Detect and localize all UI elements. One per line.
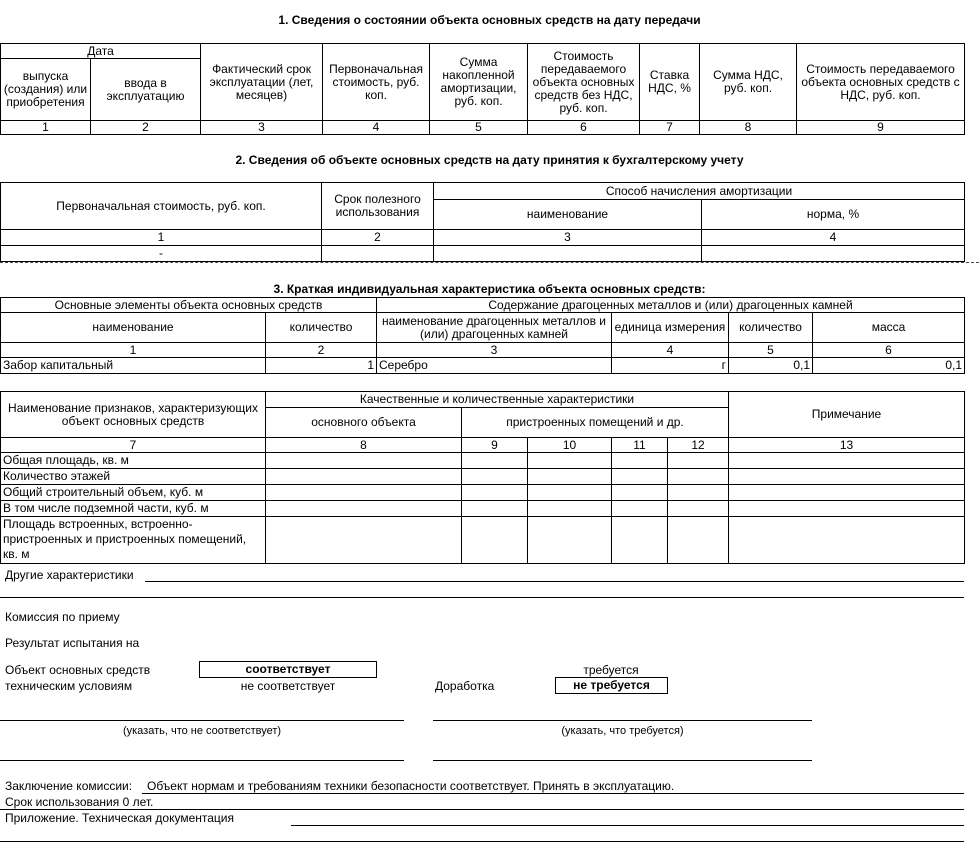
element-quantity-value: 1	[266, 358, 377, 374]
rework-label: Доработка	[435, 679, 495, 693]
date-header: Дата	[1, 44, 201, 59]
col-number: 1	[1, 230, 322, 246]
main-object-header: основного объекта	[266, 408, 462, 438]
feature-row-label: Общая площадь, кв. м	[1, 453, 266, 469]
col-number: 13	[729, 438, 965, 453]
col-number: 8	[266, 438, 462, 453]
qty-header: количество	[729, 313, 813, 343]
col-number: 3	[201, 121, 323, 135]
method-name-header: наименование	[434, 200, 702, 230]
col-number: 2	[322, 230, 434, 246]
col-number: 9	[797, 121, 965, 135]
col-number: 10	[528, 438, 612, 453]
depreciation-header: Сумма накопленной амортизации, руб. коп.	[430, 44, 528, 121]
col-number: 6	[528, 121, 640, 135]
feature-row-label: Площадь встроенных, встроенно-пристроенных и пристроенных помещений, кв. м	[1, 517, 266, 564]
other-characteristics-label: Другие характеристики	[5, 568, 134, 582]
attachment-label: Приложение. Техническая документация	[5, 811, 234, 825]
section3-table	[0, 297, 965, 374]
initial-cost-header: Первоначальная стоимость, руб. коп.	[1, 183, 322, 230]
mass-value: 0,1	[813, 358, 965, 374]
col-number: 5	[729, 343, 813, 358]
unit-header: единица измерения	[612, 313, 729, 343]
cost-with-vat-header: Стоимость передаваемого объекта основных средств с НДС, руб. коп.	[797, 44, 965, 121]
not-required-option[interactable]: не требуется	[555, 677, 668, 694]
complies-option[interactable]: соответствует	[199, 661, 377, 678]
feature-row-label: В том числе подземной части, куб. м	[1, 501, 266, 517]
required-option[interactable]: требуется	[583, 663, 639, 677]
features-header: Наименование признаков, характеризующих объект основных средств	[1, 392, 266, 438]
usage-term-line	[0, 809, 964, 810]
element-name-header: наименование	[1, 313, 266, 343]
initial-cost-value: -	[1, 246, 322, 262]
col-number: 1	[1, 343, 266, 358]
method-norm-value	[702, 246, 965, 262]
main-elements-header: Основные элементы объекта основных средств	[1, 298, 377, 313]
vat-rate-header: Ставка НДС, %	[640, 44, 700, 121]
required-line	[433, 720, 812, 721]
col-number: 4	[612, 343, 729, 358]
tech-conditions-label: техническим условиям	[5, 679, 133, 693]
col-number: 7	[1, 438, 266, 453]
col-number: 9	[462, 438, 528, 453]
commission-date-header: ввода в эксплуатацию	[91, 59, 201, 121]
useful-life-value	[322, 246, 434, 262]
page-break-line	[0, 262, 979, 263]
col-number: 7	[640, 121, 700, 135]
conclusion-label: Заключение комиссии:	[5, 779, 133, 793]
feature-row-label: Общий строительный объем, куб. м	[1, 485, 266, 501]
initial-cost-header: Первоначальная стоимость, руб. коп.	[323, 44, 430, 121]
other-characteristics-line	[145, 581, 964, 582]
section3-title: 3. Краткая индивидуальная характеристика объекта основных средств:	[273, 282, 706, 296]
method-norm-header: норма, %	[702, 200, 965, 230]
useful-life-header: Срок полезного использования	[322, 183, 434, 230]
col-number: 5	[430, 121, 528, 135]
required-line-2	[433, 760, 812, 761]
element-name-value: Забор капитальный	[1, 358, 266, 374]
col-number: 2	[266, 343, 377, 358]
not-complies-hint: (указать, что не соответствует)	[122, 725, 282, 737]
section1-table	[0, 43, 965, 135]
conclusion-text: Объект нормам и требованиям техники безопасности соответствует. Принять в эксплуатацию.	[147, 779, 675, 793]
metal-name-header: наименование драгоценных металлов и (или) драгоценных камней	[377, 313, 612, 343]
attachment-line	[291, 825, 964, 826]
col-number: 4	[702, 230, 965, 246]
col-number: 6	[813, 343, 965, 358]
not-complies-line-2	[0, 760, 404, 761]
object-label: Объект основных средств	[5, 663, 151, 677]
actual-term-header: Фактический срок эксплуатации (лет, месяцев)	[201, 44, 323, 121]
test-result-label: Результат испытания на	[5, 636, 140, 650]
col-number: 11	[612, 438, 668, 453]
not-complies-option[interactable]: не соответствует	[240, 679, 336, 693]
col-number: 12	[668, 438, 729, 453]
conclusion-line	[142, 793, 964, 794]
precious-header: Содержание драгоценных металлов и (или) драгоценных камней	[377, 298, 965, 313]
unit-value: г	[612, 358, 729, 374]
element-quantity-header: количество	[266, 313, 377, 343]
col-number: 8	[700, 121, 797, 135]
section2-table	[0, 182, 965, 262]
method-header: Способ начисления амортизации	[434, 183, 965, 200]
quality-header: Качественные и количественные характеристики	[266, 392, 729, 408]
method-name-value	[434, 246, 702, 262]
not-complies-line	[0, 720, 404, 721]
section2-title: 2. Сведения об объекте основных средств на дату принятия к бухгалтерскому учету	[235, 153, 744, 167]
note-header: Примечание	[729, 392, 965, 438]
characteristics-table	[0, 391, 965, 564]
col-number: 4	[323, 121, 430, 135]
qty-value: 0,1	[729, 358, 813, 374]
annexes-header: пристроенных помещений и др.	[462, 408, 729, 438]
cost-no-vat-header: Стоимость передаваемого объекта основных средств без НДС, руб. коп.	[528, 44, 640, 121]
attachment-line-2	[0, 841, 964, 842]
col-number: 3	[377, 343, 612, 358]
col-number: 1	[1, 121, 91, 135]
other-characteristics-line-2	[0, 597, 964, 598]
required-hint: (указать, что требуется)	[561, 725, 684, 737]
mass-header: масса	[813, 313, 965, 343]
col-number: 3	[434, 230, 702, 246]
feature-row-label: Количество этажей	[1, 469, 266, 485]
release-date-header: выпуска (создания) или приобретения	[1, 59, 91, 121]
usage-term: Срок использования 0 лет.	[5, 795, 154, 809]
section1-title: 1. Сведения о состоянии объекта основных средств на дату передачи	[278, 13, 701, 27]
metal-name-value: Серебро	[377, 358, 612, 374]
commission-label: Комиссия по приему	[5, 610, 120, 624]
vat-sum-header: Сумма НДС, руб. коп.	[700, 44, 797, 121]
col-number: 2	[91, 121, 201, 135]
